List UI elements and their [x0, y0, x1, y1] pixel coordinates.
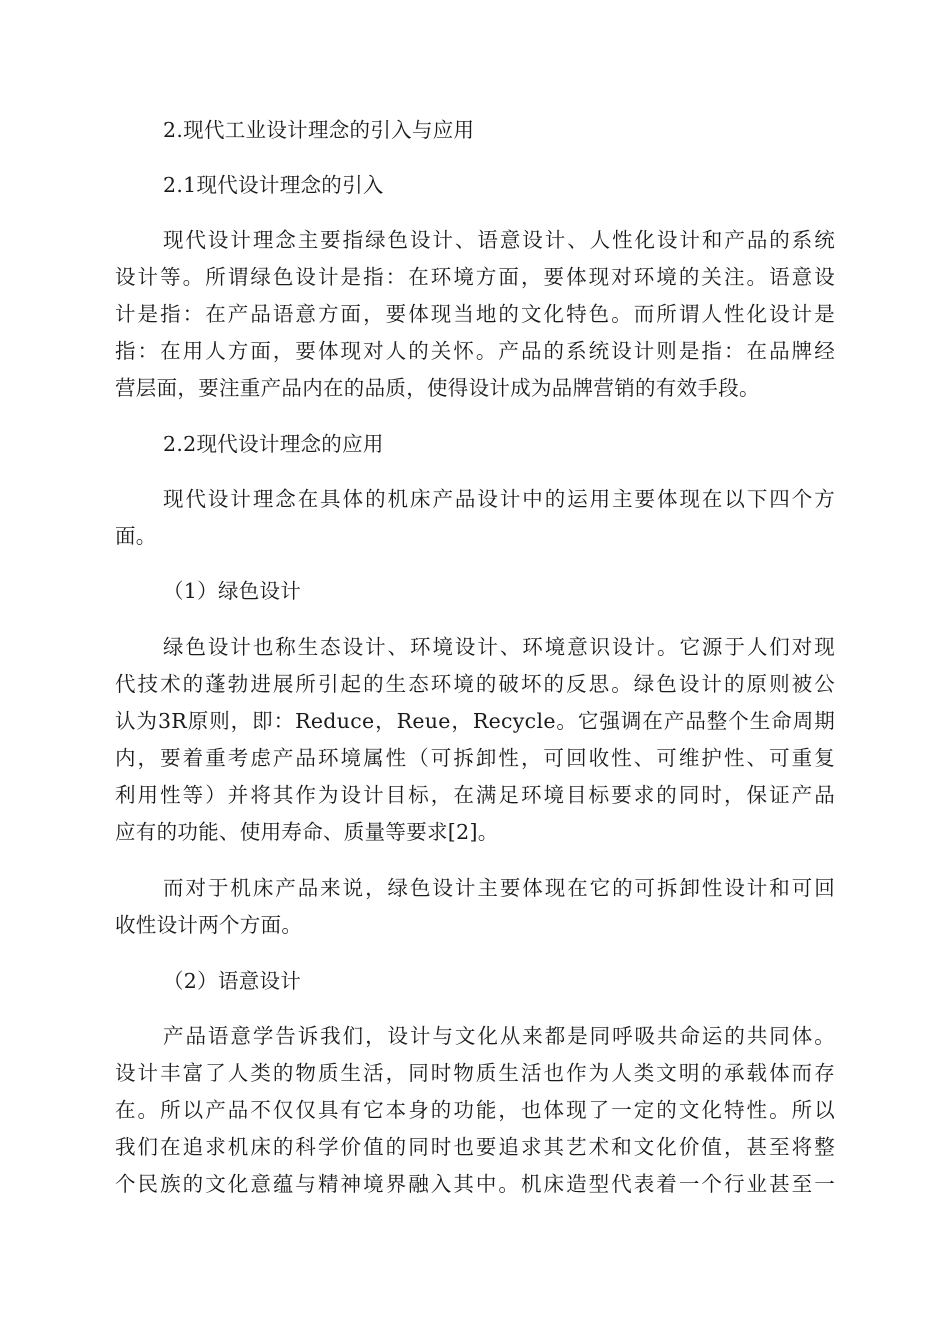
item-heading: （1）绿色设计 [163, 579, 302, 603]
subsection-heading: 2.1现代设计理念的引入 [163, 173, 384, 197]
paragraph-line: 计是指：在产品语意方面，要体现当地的文化特色。而所谓人性化设计是 [115, 302, 835, 326]
paragraph-line: 内，要着重考虑产品环境属性（可拆卸性，可回收性、可维护性、可重复 [115, 746, 835, 770]
paragraph-line: 设计丰富了人类的物质生活，同时物质生活也作为人类文明的承载体而存 [115, 1061, 835, 1085]
paragraph-line: 现代设计理念主要指绿色设计、语意设计、人性化设计和产品的系统 [163, 228, 835, 252]
paragraph-line: 而对于机床产品来说，绿色设计主要体现在它的可拆卸性设计和可回 [163, 876, 835, 900]
paragraph-line: 个民族的文化意蕴与精神境界融入其中。机床造型代表着一个行业甚至一 [115, 1172, 835, 1196]
paragraph-line: 利用性等）并将其作为设计目标，在满足环境目标要求的同时，保证产品 [115, 783, 835, 807]
paragraph-line: 现代设计理念在具体的机床产品设计中的运用主要体现在以下四个方 [163, 487, 835, 511]
paragraph-line: 我们在追求机床的科学价值的同时也要追求其艺术和文化价值，甚至将整 [115, 1135, 835, 1159]
paragraph-line: 营层面，要注重产品内在的品质，使得设计成为品牌营销的有效手段。 [115, 376, 760, 400]
paragraph-line: 代技术的蓬勃进展所引起的生态环境的破坏的反思。绿色设计的原则被公 [115, 672, 835, 696]
paragraph-line: 指：在用人方面，要体现对人的关怀。产品的系统设计则是指：在品牌经 [115, 339, 835, 363]
paragraph-line: 应有的功能、使用寿命、质量等要求[2]。 [115, 820, 499, 844]
section-heading: 2.现代工业设计理念的引入与应用 [163, 118, 475, 142]
paragraph-line: 认为3R原则，即：Reduce，Reue，Recycle。它强调在产品整个生命周期 [115, 709, 835, 733]
paragraph-line: 在。所以产品不仅仅具有它本身的功能，也体现了一定的文化特性。所以 [115, 1098, 835, 1122]
paragraph-line: 面。 [115, 524, 157, 548]
paragraph-line: 设计等。所谓绿色设计是指：在环境方面，要体现对环境的关注。语意设 [115, 265, 835, 289]
paragraph-line: 产品语意学告诉我们，设计与文化从来都是同呼吸共命运的共同体。 [163, 1024, 835, 1048]
subsection-heading: 2.2现代设计理念的应用 [163, 432, 384, 456]
item-heading: （2）语意设计 [163, 969, 302, 993]
paragraph-line: 绿色设计也称生态设计、环境设计、环境意识设计。它源于人们对现 [163, 635, 835, 659]
paragraph-line: 收性设计两个方面。 [115, 913, 303, 937]
